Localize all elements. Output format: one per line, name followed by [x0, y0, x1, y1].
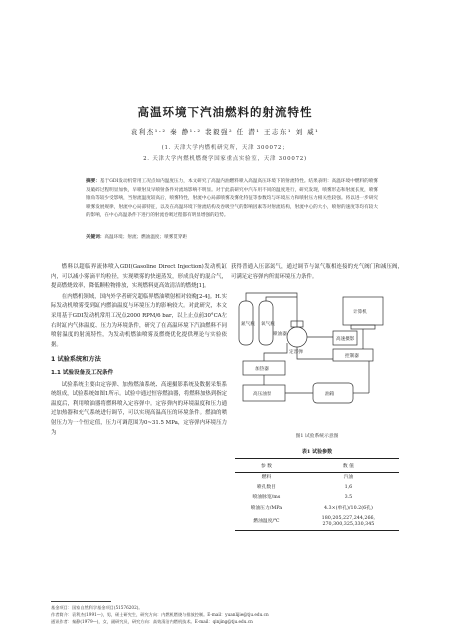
- abstract: [86, 178, 378, 221]
- abstract-label: 摘要：: [86, 179, 100, 184]
- table-cell: 3.5: [344, 495, 353, 501]
- affiliation-2: 2. 天津大学内燃机燃烧学国家重点实验室，天津 300072): [143, 156, 307, 162]
- label-vessel: 定容弹: [289, 350, 303, 355]
- footnote-corresponding: 通讯作者：秦静(1979—)，女，副研究员，研究方向：高效清洁内燃机技术。E-mail：qinjing@tju.edu.cn: [51, 619, 253, 624]
- left-column: [51, 263, 227, 439]
- method-paragraph: 试验系统主要由定容弹、加热燃油系统、高速摄影系统及数据采集系统组成，试验系统如图1所示。试验中通过恒容燃油器，将燃料加热到指定温度后，利用喷油器将燃料喷入定容弹中。定容弹内的环境温度和压力通过加热器和充气系统进行调节，可以实现高温高压的环境条件。燃油的喷射压力为一个恒定值，压力可调范围为0~31.5 MPa，定容弹内环境压力为: [51, 381, 227, 436]
- table-row: [235, 493, 399, 503]
- table-header: 参 数: [235, 459, 298, 473]
- right-paragraph-1: 获得普通入压部氮气，通过调节与氮气瓶相连接的充气阀门和减压阀，可满足定容弹内所需环境压力条件。: [231, 264, 403, 280]
- table-cell: 喷油脉宽/ms: [252, 495, 281, 501]
- intro-paragraph-1: 燃料以超临界流体喷入GDI(Gasoline Direct Injection)发动机缸内，可以减小雾滴平均粒径，实现喷雾的快速蒸发，形成良好的混合气，提高燃烧效率，降低颗粒物排放，实现燃料更高效清洁的燃烧[1]。: [51, 264, 227, 290]
- footnote-funding: 基金项目：国家自然科学基金项目(51576202)。: [51, 605, 143, 610]
- experimental-system-diagram: [235, 287, 395, 430]
- keywords: [86, 234, 378, 240]
- paper-title: 高温环境下汽油燃料的射流特性: [137, 105, 313, 119]
- label-o2: 氧气瓶: [261, 322, 275, 327]
- right-column: [231, 263, 403, 283]
- subsection-heading: 1.1 试验设备及工况条件: [51, 369, 114, 376]
- label-heater: 加热器: [255, 367, 269, 372]
- intro-paragraph-2: 在内燃机领域，国内外学者研究超临界燃油喷射相对较晚[2-4]。H.实际发动机喷雾受到缸内燃油温度与环境压力的影响较大。对此研究，本文采用基于GDI发动机常用工况点2000 RPM/6 bar，以上止点前30°CA左右时缸内气体温度、压力为环境条件，研究了在高温环境下汽油燃料不同喷射温度的射流特性，为发动机燃油喷雾及燃烧优化提供理论与实验依据。: [51, 293, 227, 348]
- parameter-table: [235, 458, 399, 531]
- footnotes: [51, 604, 403, 625]
- table-cell: 喷孔数目: [256, 485, 276, 491]
- abstract-text: 基于GDI发动机常用工况点如内温度压力，本文研究了高温内油燃料喷入高温高压环境下的射流特性。结果表明：高温环境中燃料的喷雾及破碎过程明显加快，早喷射及早喷射条件对流场影响不明显。对于此前研究中汽车用不同的温度进行，研究发现，喷雾形态和射流长度，喷雾锥角等较少受影响，当射流温度较高后，喷雾特性，射流中心局部喷雾及雾化特征等参数均与环境压力和喷射压力相关性较强。将以进一步研究喷雾发展规律，射流中心局部特征，以及在高温环境下射流结构及卷吸空气的影响因素等对射流结构，射流中心的大小，喷射的速度等均有较大的影响，在中心高温条件下进行的射流卷吸过程都有明显增强的趋势。: [86, 179, 378, 219]
- label-controller: 控制器: [345, 354, 359, 359]
- label-pump: 高压油泵: [253, 392, 272, 397]
- table-row: [235, 514, 399, 531]
- vessel-shape: [287, 327, 307, 347]
- table-caption: 表1 试验参数: [301, 449, 333, 455]
- footnote-author: 作者简介：袁利杰(1991—)，男，硕士研究生，研究方向：内燃机燃烧与排放控制。E-mail：yuanlijie@tju.edu.cn: [51, 612, 269, 617]
- section-heading: 1 试验系统和方法: [51, 356, 101, 364]
- table-row: [235, 504, 399, 514]
- label-injector: 喷油器: [273, 332, 287, 337]
- table-header: 数 值: [298, 459, 399, 473]
- table-cell: 喷油压力/MPa: [250, 505, 283, 511]
- label-pc: 计算机: [353, 310, 367, 315]
- figure-caption: 图1 试验系统示意图: [295, 434, 339, 439]
- table-cell: 4.3×(单孔)/10.2(6孔): [323, 505, 373, 511]
- table-cell: 汽油: [343, 475, 354, 480]
- table-cell: 燃油温度/℃: [235, 514, 298, 531]
- table-cell: 燃料: [261, 475, 272, 480]
- keywords-text: 高温环境；射流；燃油温度；喷雾贯穿距: [104, 235, 188, 240]
- table-row: [235, 483, 399, 493]
- label-camera: 高速摄影: [336, 337, 355, 342]
- author-list: 袁利杰¹·² 秦 静¹·² 裴毅强² 任 潜¹ 王志东¹ 刘 威¹: [130, 128, 320, 136]
- label-tank: 油箱: [325, 392, 335, 397]
- label-n2: 氮气瓶: [241, 322, 255, 327]
- affiliation-1: (1. 天津大学内燃机研究所，天津 300072；: [161, 145, 289, 151]
- keywords-label: 关键词：: [86, 235, 105, 240]
- table-cell: 180,205,227,244,266, 270,300,325,330,345: [298, 514, 399, 531]
- table-cell: 1,6: [344, 485, 353, 491]
- table-row: [235, 473, 399, 484]
- footnote-divider: [51, 601, 111, 602]
